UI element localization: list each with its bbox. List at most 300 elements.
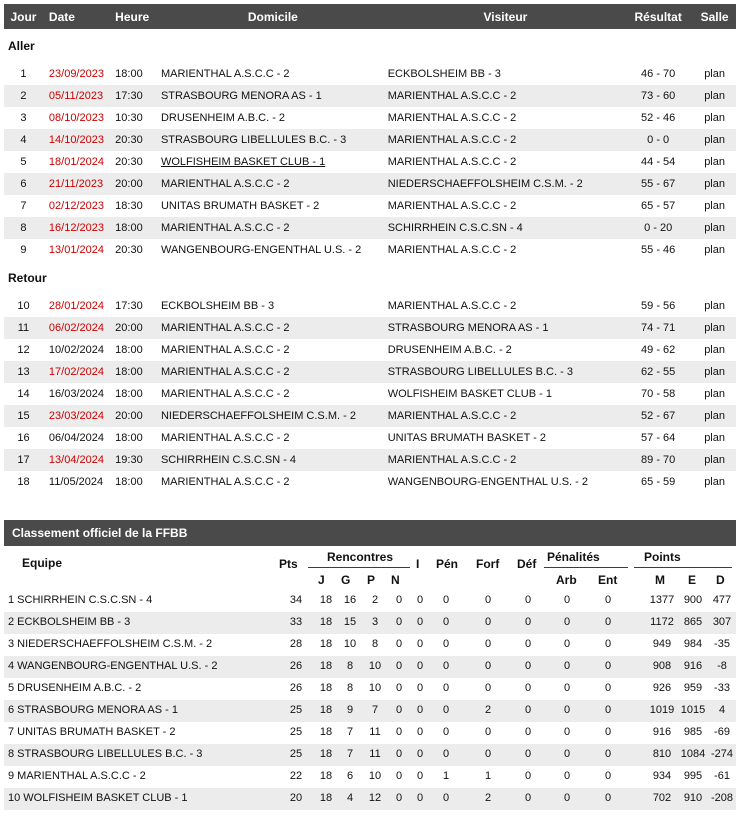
cell-arb: 0 bbox=[563, 660, 571, 672]
match-resultat: 62 - 55 bbox=[641, 366, 676, 378]
match-salle-link[interactable]: plan bbox=[704, 300, 725, 312]
match-resultat: 89 - 70 bbox=[641, 454, 676, 466]
match-row bbox=[4, 107, 736, 129]
cell-def: 0 bbox=[524, 594, 532, 606]
header-pen: Pén bbox=[436, 557, 459, 571]
match-domicile: STRASBOURG LIBELLULES B.C. - 3 bbox=[160, 134, 347, 146]
team-name: 4 WANGENBOURG-ENGENTHAL U.S. - 2 bbox=[8, 660, 218, 672]
cell-m: 934 bbox=[652, 770, 672, 782]
cell-d: -69 bbox=[714, 726, 730, 738]
cell-j: 18 bbox=[319, 660, 333, 672]
match-jour: 16 bbox=[17, 432, 30, 444]
cell-pen: 1 bbox=[442, 770, 450, 782]
match-domicile[interactable]: WOLFISHEIM BASKET CLUB - 1 bbox=[160, 156, 326, 168]
cell-ent: 0 bbox=[604, 748, 612, 760]
cell-pts: 33 bbox=[289, 616, 303, 628]
section-aller: Aller bbox=[8, 39, 35, 53]
team-name: 6 STRASBOURG MENORA AS - 1 bbox=[8, 704, 178, 716]
match-visiteur: WANGENBOURG-ENGENTHAL U.S. - 2 bbox=[387, 476, 588, 488]
header-m: M bbox=[655, 573, 665, 587]
header-salle: Salle bbox=[700, 9, 729, 24]
match-salle-link[interactable]: plan bbox=[704, 134, 725, 146]
cell-g: 8 bbox=[346, 682, 354, 694]
match-jour: 8 bbox=[20, 222, 27, 234]
cell-arb: 0 bbox=[563, 682, 571, 694]
cell-forf: 0 bbox=[484, 594, 492, 606]
cell-pts: 34 bbox=[289, 594, 303, 606]
cell-pen: 0 bbox=[442, 638, 450, 650]
cell-e: 984 bbox=[683, 638, 703, 650]
cell-forf: 2 bbox=[484, 792, 492, 804]
match-resultat: 74 - 71 bbox=[641, 322, 676, 334]
match-heure: 18:00 bbox=[115, 476, 143, 488]
match-visiteur: ECKBOLSHEIM BB - 3 bbox=[387, 68, 501, 80]
header-penalites: Pénalités bbox=[547, 550, 600, 564]
match-domicile: MARIENTHAL A.S.C.C - 2 bbox=[160, 322, 290, 334]
standings-row bbox=[4, 590, 736, 612]
cell-p: 10 bbox=[368, 770, 382, 782]
match-visiteur: MARIENTHAL A.S.C.C - 2 bbox=[387, 200, 517, 212]
match-row bbox=[4, 317, 736, 339]
match-row bbox=[4, 239, 736, 261]
cell-d: 477 bbox=[712, 594, 732, 606]
match-salle-link[interactable]: plan bbox=[704, 476, 725, 488]
match-salle-link[interactable]: plan bbox=[704, 178, 725, 190]
match-jour: 17 bbox=[17, 454, 30, 466]
cell-arb: 0 bbox=[563, 638, 571, 650]
header-arb: Arb bbox=[556, 573, 577, 587]
standings-row bbox=[4, 788, 736, 810]
header-heure: Heure bbox=[115, 9, 150, 24]
header-rencontres: Rencontres bbox=[327, 550, 394, 564]
match-row bbox=[4, 63, 736, 85]
cell-ent: 0 bbox=[604, 770, 612, 782]
cell-def: 0 bbox=[524, 682, 532, 694]
match-domicile: MARIENTHAL A.S.C.C - 2 bbox=[160, 432, 290, 444]
standings-row bbox=[4, 766, 736, 788]
match-row bbox=[4, 383, 736, 405]
cell-pen: 0 bbox=[442, 792, 450, 804]
cell-g: 10 bbox=[343, 638, 357, 650]
cell-e: 865 bbox=[683, 616, 703, 628]
match-jour: 4 bbox=[20, 134, 27, 146]
match-resultat: 44 - 54 bbox=[641, 156, 676, 168]
cell-pen: 0 bbox=[442, 748, 450, 760]
cell-arb: 0 bbox=[563, 726, 571, 738]
cell-d: -61 bbox=[714, 770, 730, 782]
schedule-header bbox=[4, 4, 736, 29]
cell-p: 11 bbox=[369, 748, 381, 760]
cell-n: 0 bbox=[395, 792, 403, 804]
header-jour: Jour bbox=[10, 9, 37, 24]
cell-pts: 28 bbox=[289, 638, 303, 650]
cell-pen: 0 bbox=[442, 704, 450, 716]
cell-n: 0 bbox=[395, 726, 403, 738]
match-salle-link[interactable]: plan bbox=[704, 200, 725, 212]
cell-n: 0 bbox=[395, 704, 403, 716]
cell-n: 0 bbox=[395, 660, 403, 672]
cell-def: 0 bbox=[524, 660, 532, 672]
match-jour: 13 bbox=[17, 366, 30, 378]
cell-p: 8 bbox=[371, 638, 379, 650]
match-visiteur: MARIENTHAL A.S.C.C - 2 bbox=[387, 454, 517, 466]
team-name: 1 SCHIRRHEIN C.S.C.SN - 4 bbox=[8, 594, 153, 606]
cell-m: 949 bbox=[652, 638, 672, 650]
standings-title: Classement officiel de la FFBB bbox=[4, 520, 736, 546]
standings-row bbox=[4, 634, 736, 656]
match-domicile: MARIENTHAL A.S.C.C - 2 bbox=[160, 344, 290, 356]
match-date: 13/01/2024 bbox=[48, 244, 104, 256]
match-visiteur: STRASBOURG MENORA AS - 1 bbox=[387, 322, 549, 334]
header-g: G bbox=[341, 573, 351, 587]
cell-forf: 0 bbox=[484, 682, 492, 694]
header-resultat: Résultat bbox=[634, 9, 682, 24]
match-row bbox=[4, 427, 736, 449]
cell-i: 0 bbox=[416, 704, 424, 716]
standings-header-sub bbox=[4, 568, 736, 590]
match-date: 13/04/2024 bbox=[48, 454, 104, 466]
cell-arb: 0 bbox=[563, 704, 571, 716]
cell-i: 0 bbox=[416, 726, 424, 738]
cell-j: 18 bbox=[319, 704, 333, 716]
match-resultat: 55 - 67 bbox=[641, 178, 676, 190]
match-row bbox=[4, 295, 736, 317]
match-salle-link[interactable]: plan bbox=[704, 90, 725, 102]
match-visiteur: MARIENTHAL A.S.C.C - 2 bbox=[387, 156, 517, 168]
match-heure: 20:00 bbox=[115, 410, 143, 422]
match-resultat: 46 - 70 bbox=[641, 68, 676, 80]
header-domicile: Domicile bbox=[247, 9, 298, 24]
cell-j: 18 bbox=[319, 616, 333, 628]
cell-p: 7 bbox=[371, 704, 379, 716]
cell-m: 908 bbox=[652, 660, 672, 672]
cell-m: 916 bbox=[652, 726, 672, 738]
match-jour: 10 bbox=[17, 300, 30, 312]
match-salle-link[interactable]: plan bbox=[704, 112, 725, 124]
cell-forf: 0 bbox=[484, 638, 492, 650]
cell-m: 1019 bbox=[649, 704, 675, 716]
standings-header-top bbox=[4, 546, 736, 571]
match-jour: 12 bbox=[17, 344, 30, 356]
cell-pen: 0 bbox=[442, 616, 450, 628]
cell-j: 18 bbox=[319, 792, 333, 804]
cell-m: 702 bbox=[652, 792, 672, 804]
cell-j: 18 bbox=[319, 638, 333, 650]
header-j: J bbox=[318, 573, 325, 587]
cell-ent: 0 bbox=[604, 704, 612, 716]
standings-row bbox=[4, 678, 736, 700]
match-jour: 11 bbox=[17, 322, 30, 334]
cell-g: 7 bbox=[346, 748, 354, 760]
cell-i: 0 bbox=[416, 638, 424, 650]
cell-forf: 0 bbox=[484, 726, 492, 738]
match-row bbox=[4, 471, 736, 493]
match-row bbox=[4, 173, 736, 195]
match-salle-link[interactable]: plan bbox=[704, 156, 725, 168]
match-visiteur: WOLFISHEIM BASKET CLUB - 1 bbox=[387, 388, 552, 400]
cell-arb: 0 bbox=[563, 748, 571, 760]
schedule-table bbox=[4, 4, 736, 493]
cell-m: 810 bbox=[652, 748, 672, 760]
cell-n: 0 bbox=[395, 616, 403, 628]
cell-g: 7 bbox=[346, 726, 354, 738]
cell-pts: 22 bbox=[289, 770, 303, 782]
cell-n: 0 bbox=[395, 682, 403, 694]
match-salle-link[interactable]: plan bbox=[704, 222, 725, 234]
cell-j: 18 bbox=[319, 770, 333, 782]
match-salle-link[interactable]: plan bbox=[704, 322, 725, 334]
header-ent: Ent bbox=[598, 573, 618, 587]
match-resultat: 70 - 58 bbox=[641, 388, 676, 400]
match-salle-link[interactable]: plan bbox=[704, 410, 725, 422]
cell-pts: 26 bbox=[289, 660, 303, 672]
cell-i: 0 bbox=[416, 748, 424, 760]
section-retour: Retour bbox=[8, 271, 47, 285]
cell-arb: 0 bbox=[563, 594, 571, 606]
cell-p: 10 bbox=[368, 682, 382, 694]
cell-d: -33 bbox=[714, 682, 730, 694]
match-jour: 14 bbox=[17, 388, 30, 400]
match-jour: 2 bbox=[20, 90, 27, 102]
team-name: 3 NIEDERSCHAEFFOLSHEIM C.S.M. - 2 bbox=[8, 638, 213, 650]
match-salle-link[interactable]: plan bbox=[704, 68, 725, 80]
standings-row bbox=[4, 656, 736, 678]
match-date: 17/02/2024 bbox=[48, 366, 104, 378]
match-domicile: MARIENTHAL A.S.C.C - 2 bbox=[160, 476, 290, 488]
cell-def: 0 bbox=[524, 726, 532, 738]
cell-g: 4 bbox=[346, 792, 354, 804]
cell-d: 307 bbox=[712, 616, 732, 628]
cell-forf: 1 bbox=[484, 770, 492, 782]
cell-pen: 0 bbox=[442, 660, 450, 672]
match-heure: 18:00 bbox=[115, 366, 143, 378]
match-salle-link[interactable]: plan bbox=[704, 244, 725, 256]
cell-def: 0 bbox=[524, 704, 532, 716]
cell-n: 0 bbox=[395, 594, 403, 606]
standings-row bbox=[4, 744, 736, 766]
header-forf: Forf bbox=[476, 557, 500, 571]
cell-g: 15 bbox=[343, 616, 357, 628]
match-date: 14/10/2023 bbox=[48, 134, 104, 146]
match-heure: 17:30 bbox=[115, 90, 143, 102]
match-date: 16/12/2023 bbox=[48, 222, 104, 234]
cell-pts: 25 bbox=[289, 726, 303, 738]
cell-n: 0 bbox=[395, 638, 403, 650]
cell-m: 1377 bbox=[649, 594, 675, 606]
cell-pts: 25 bbox=[289, 748, 303, 760]
match-heure: 18:00 bbox=[115, 222, 143, 234]
match-visiteur: NIEDERSCHAEFFOLSHEIM C.S.M. - 2 bbox=[387, 178, 583, 190]
match-heure: 20:30 bbox=[115, 156, 143, 168]
cell-pen: 0 bbox=[442, 594, 450, 606]
match-date: 23/03/2024 bbox=[48, 410, 104, 422]
match-jour: 9 bbox=[20, 244, 27, 256]
cell-m: 926 bbox=[652, 682, 672, 694]
header-i: I bbox=[416, 557, 420, 571]
cell-i: 0 bbox=[416, 594, 424, 606]
match-domicile: SCHIRRHEIN C.S.C.SN - 4 bbox=[160, 454, 297, 466]
header-equipe: Equipe bbox=[22, 556, 63, 570]
cell-e: 1015 bbox=[680, 704, 706, 716]
match-date: 18/01/2024 bbox=[48, 156, 104, 168]
header-visiteur: Visiteur bbox=[483, 9, 528, 24]
cell-ent: 0 bbox=[604, 638, 612, 650]
match-domicile: MARIENTHAL A.S.C.C - 2 bbox=[160, 68, 290, 80]
match-domicile: NIEDERSCHAEFFOLSHEIM C.S.M. - 2 bbox=[160, 410, 356, 422]
match-resultat: 55 - 46 bbox=[641, 244, 676, 256]
match-heure: 18:00 bbox=[115, 344, 143, 356]
header-d: D bbox=[716, 573, 725, 587]
cell-p: 12 bbox=[368, 792, 382, 804]
match-heure: 20:00 bbox=[115, 178, 143, 190]
match-jour: 7 bbox=[20, 200, 27, 212]
cell-ent: 0 bbox=[604, 616, 612, 628]
cell-pts: 25 bbox=[289, 704, 303, 716]
team-name: 9 MARIENTHAL A.S.C.C - 2 bbox=[8, 770, 146, 782]
match-domicile: STRASBOURG MENORA AS - 1 bbox=[160, 90, 322, 102]
cell-i: 0 bbox=[416, 660, 424, 672]
match-resultat: 59 - 56 bbox=[641, 300, 676, 312]
match-row bbox=[4, 151, 736, 173]
cell-ent: 0 bbox=[604, 682, 612, 694]
match-date: 28/01/2024 bbox=[48, 300, 104, 312]
cell-def: 0 bbox=[524, 638, 532, 650]
match-visiteur: MARIENTHAL A.S.C.C - 2 bbox=[387, 300, 517, 312]
cell-pts: 26 bbox=[289, 682, 303, 694]
standings-row bbox=[4, 612, 736, 634]
cell-n: 0 bbox=[395, 748, 403, 760]
match-jour: 6 bbox=[20, 178, 27, 190]
match-domicile: MARIENTHAL A.S.C.C - 2 bbox=[160, 222, 290, 234]
match-date: 10/02/2024 bbox=[48, 344, 104, 356]
match-visiteur: MARIENTHAL A.S.C.C - 2 bbox=[387, 112, 517, 124]
cell-pts: 20 bbox=[289, 792, 303, 804]
cell-p: 10 bbox=[368, 660, 382, 672]
cell-g: 8 bbox=[346, 660, 354, 672]
match-resultat: 49 - 62 bbox=[641, 344, 676, 356]
cell-pen: 0 bbox=[442, 682, 450, 694]
cell-arb: 0 bbox=[563, 792, 571, 804]
cell-e: 900 bbox=[683, 594, 703, 606]
match-salle-link[interactable]: plan bbox=[704, 366, 725, 378]
match-jour: 18 bbox=[17, 476, 30, 488]
cell-def: 0 bbox=[524, 616, 532, 628]
cell-ent: 0 bbox=[604, 660, 612, 672]
match-heure: 19:30 bbox=[115, 454, 143, 466]
match-jour: 5 bbox=[20, 156, 27, 168]
match-visiteur: MARIENTHAL A.S.C.C - 2 bbox=[387, 244, 517, 256]
cell-j: 18 bbox=[319, 594, 333, 606]
match-heure: 17:30 bbox=[115, 300, 143, 312]
match-visiteur: MARIENTHAL A.S.C.C - 2 bbox=[387, 90, 517, 102]
team-name: 10 WOLFISHEIM BASKET CLUB - 1 bbox=[8, 792, 188, 804]
match-visiteur: STRASBOURG LIBELLULES B.C. - 3 bbox=[387, 366, 573, 378]
match-row bbox=[4, 405, 736, 427]
cell-i: 0 bbox=[416, 792, 424, 804]
standings-rows bbox=[4, 590, 736, 810]
aller-rows bbox=[4, 63, 736, 261]
header-pts: Pts bbox=[279, 557, 298, 571]
match-resultat: 65 - 57 bbox=[641, 200, 676, 212]
match-domicile: MARIENTHAL A.S.C.C - 2 bbox=[160, 388, 290, 400]
cell-def: 0 bbox=[524, 748, 532, 760]
match-heure: 18:00 bbox=[115, 68, 143, 80]
retour-rows bbox=[4, 295, 736, 493]
cell-forf: 2 bbox=[484, 704, 492, 716]
header-p: P bbox=[367, 573, 376, 587]
header-n: N bbox=[391, 573, 400, 587]
header-points: Points bbox=[644, 550, 681, 564]
match-salle-link[interactable]: plan bbox=[704, 432, 725, 444]
match-salle-link[interactable]: plan bbox=[704, 344, 725, 356]
cell-forf: 0 bbox=[484, 660, 492, 672]
match-date: 02/12/2023 bbox=[48, 200, 104, 212]
match-jour: 3 bbox=[20, 112, 27, 124]
match-heure: 18:00 bbox=[115, 388, 143, 400]
match-resultat: 52 - 67 bbox=[641, 410, 676, 422]
cell-j: 18 bbox=[319, 682, 333, 694]
cell-e: 916 bbox=[683, 660, 703, 672]
cell-arb: 0 bbox=[563, 770, 571, 782]
match-row bbox=[4, 339, 736, 361]
match-salle-link[interactable]: plan bbox=[704, 454, 725, 466]
cell-p: 11 bbox=[369, 726, 381, 738]
cell-e: 995 bbox=[683, 770, 703, 782]
match-domicile: MARIENTHAL A.S.C.C - 2 bbox=[160, 178, 290, 190]
match-row bbox=[4, 85, 736, 107]
match-domicile: UNITAS BRUMATH BASKET - 2 bbox=[160, 200, 320, 212]
match-resultat: 52 - 46 bbox=[641, 112, 676, 124]
match-resultat: 73 - 60 bbox=[641, 90, 676, 102]
match-row bbox=[4, 217, 736, 239]
cell-arb: 0 bbox=[563, 616, 571, 628]
cell-ent: 0 bbox=[604, 594, 612, 606]
team-name: 7 UNITAS BRUMATH BASKET - 2 bbox=[8, 726, 176, 738]
match-jour: 1 bbox=[20, 68, 27, 80]
team-name: 8 STRASBOURG LIBELLULES B.C. - 3 bbox=[8, 748, 203, 760]
match-heure: 20:30 bbox=[115, 244, 143, 256]
match-date: 06/02/2024 bbox=[48, 322, 104, 334]
cell-ent: 0 bbox=[604, 792, 612, 804]
header-date: Date bbox=[48, 9, 75, 24]
cell-j: 18 bbox=[319, 726, 333, 738]
match-row bbox=[4, 195, 736, 217]
match-row bbox=[4, 129, 736, 151]
cell-forf: 0 bbox=[484, 748, 492, 760]
match-domicile: MARIENTHAL A.S.C.C - 2 bbox=[160, 366, 290, 378]
cell-pen: 0 bbox=[442, 726, 450, 738]
cell-g: 6 bbox=[346, 770, 354, 782]
cell-n: 0 bbox=[395, 770, 403, 782]
cell-forf: 0 bbox=[484, 616, 492, 628]
match-domicile: DRUSENHEIM A.B.C. - 2 bbox=[160, 112, 286, 124]
match-salle-link[interactable]: plan bbox=[704, 388, 725, 400]
standings-row bbox=[4, 722, 736, 744]
cell-def: 0 bbox=[524, 770, 532, 782]
match-date: 06/04/2024 bbox=[48, 432, 104, 444]
cell-p: 3 bbox=[371, 616, 379, 628]
header-e: E bbox=[688, 573, 697, 587]
match-resultat: 0 - 0 bbox=[647, 134, 670, 146]
cell-e: 985 bbox=[683, 726, 703, 738]
cell-i: 0 bbox=[416, 616, 424, 628]
cell-i: 0 bbox=[416, 682, 424, 694]
match-row bbox=[4, 361, 736, 383]
cell-m: 1172 bbox=[650, 616, 674, 628]
team-name: 5 DRUSENHEIM A.B.C. - 2 bbox=[8, 682, 142, 694]
match-domicile: ECKBOLSHEIM BB - 3 bbox=[160, 300, 275, 312]
match-visiteur: DRUSENHEIM A.B.C. - 2 bbox=[387, 344, 512, 356]
